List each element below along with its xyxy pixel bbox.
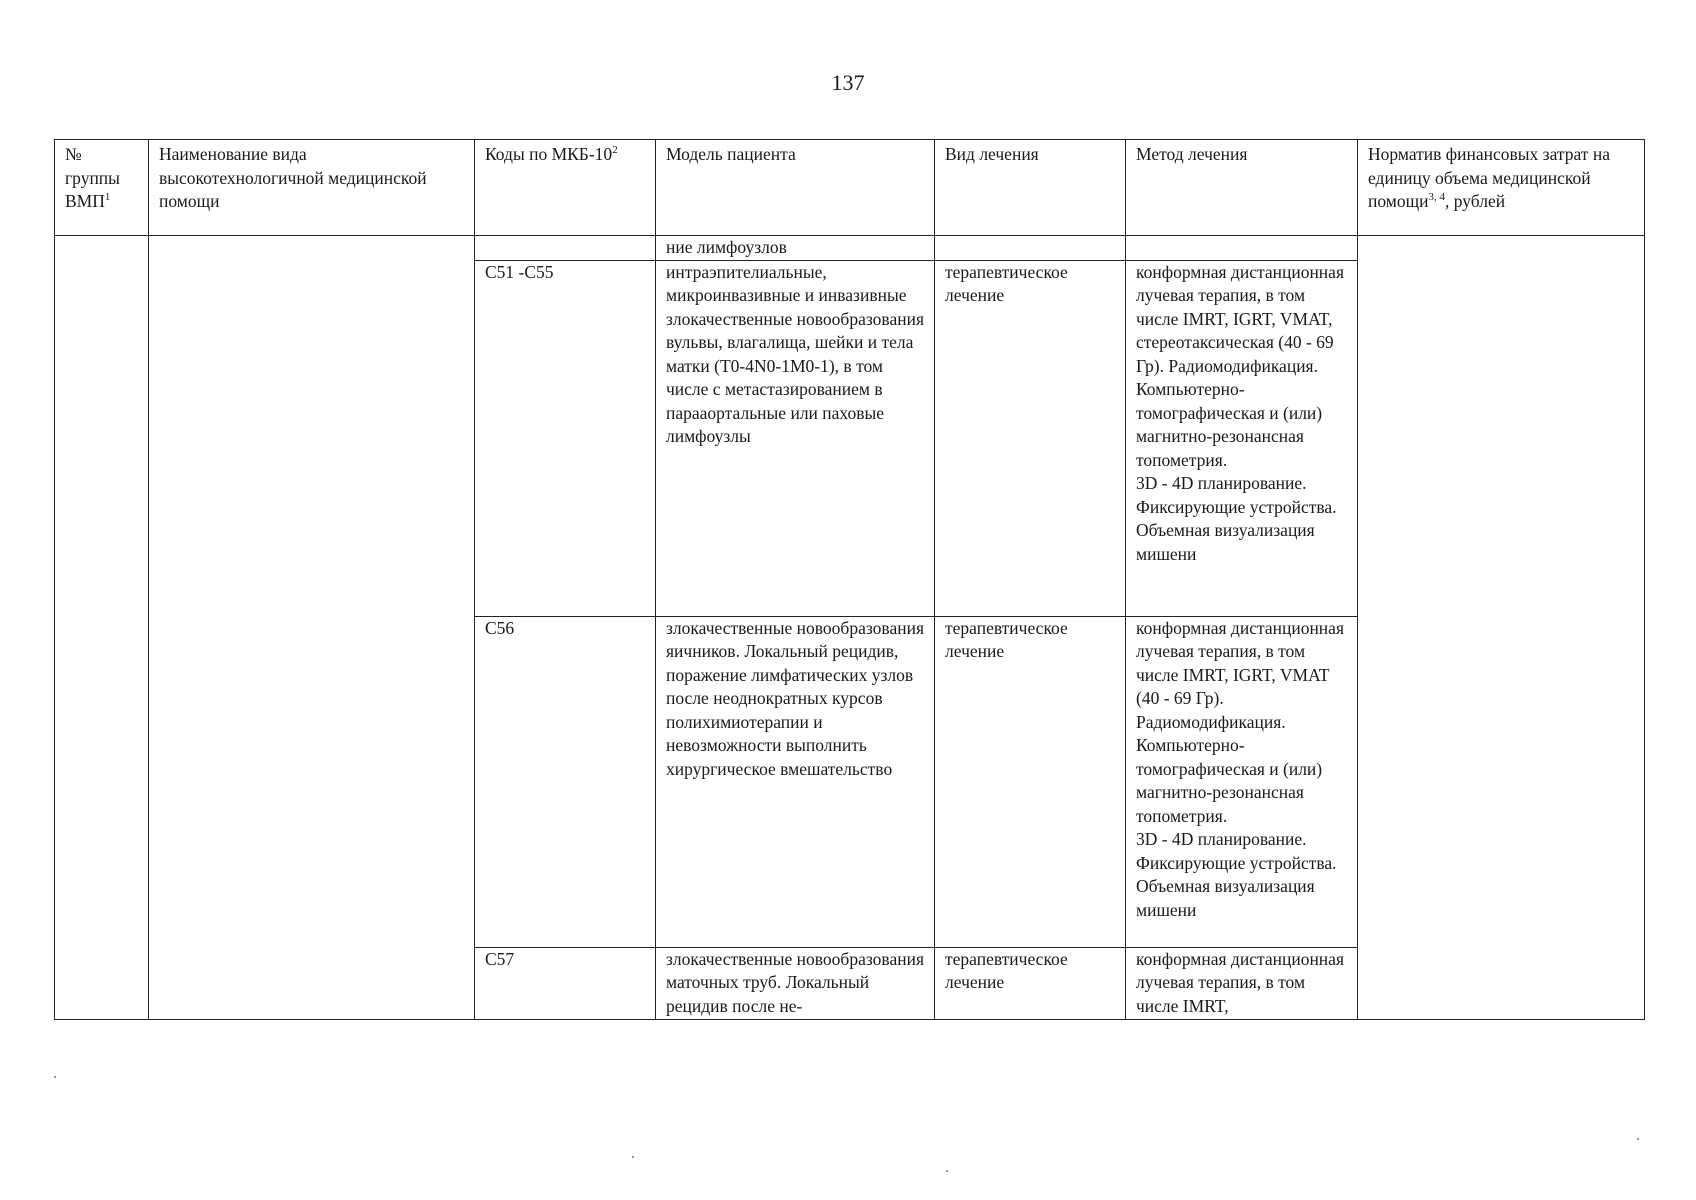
method-cell: конформная дистанционная лучевая терапия, в том числе IMRT, IGRT, VMAT (40 - 69 Гр). Радиомодификация. Компьютерно-томографическая и (или) магнитно-резонансная топометрия. 3D - 4D планирование. Фиксирующие устройства. Объемная визуализация мишени — [1126, 616, 1358, 947]
header-row — [55, 140, 1645, 236]
model-cell: злокачественные новообразования яичников. Локальный рецидив, поражение лимфатических узлов после неоднократных курсов полихимиотерапии и невозможности выполнить хирургическое вмешательство — [656, 616, 935, 947]
codes-cell: C51 -C55 — [475, 260, 656, 616]
method-cell — [1126, 236, 1358, 261]
header-treatment-type: Вид лечения — [935, 140, 1126, 236]
header-group-no: № группы ВМП$^1$ — [55, 140, 149, 236]
header-vmp-name: Наименование вида высокотехнологичной медицинской помощи — [149, 140, 475, 236]
scan-speck — [54, 1076, 56, 1078]
scan-speck — [632, 1156, 634, 1158]
group-no-cell — [55, 236, 149, 1020]
footnote-mark: 2 — [612, 144, 618, 157]
model-cell: злокачественные новообразования маточных труб. Локальный рецидив после не- — [656, 947, 935, 1019]
scan-speck — [946, 1170, 948, 1172]
type-cell: терапевтическое лечение — [935, 260, 1126, 616]
footnote-mark: 3, 4 — [1428, 191, 1445, 204]
header-patient-model: Модель пациента — [656, 140, 935, 236]
model-cell: интраэпителиальные, микроинвазивные и инвазивные злокачественные новообразования вульвы, влагалища, шейки и тела матки (T0-4N0-1M0-1), в том числе с метастазированием в парааортальные или паховые лимфоузлы — [656, 260, 935, 616]
page-number: 137 — [831, 70, 865, 95]
method-cell: конформная дистанционная лучевая терапия, в том числе IMRT, IGRT, VMAT, стереотаксическая (40 - 69 Гр). Радиомодификация. Компьютерно-томографическая и (или) магнитно-резонансная топометрия. 3D - 4D планирование. Фиксирующие устройства. Объемная визуализация мишени — [1126, 260, 1358, 616]
codes-cell — [475, 236, 656, 261]
footnote-mark: 1 — [104, 191, 111, 204]
header-treatment-method: Метод лечения — [1126, 140, 1358, 236]
type-cell — [935, 236, 1126, 261]
type-cell: терапевтическое лечение — [935, 947, 1126, 1019]
type-cell: терапевтическое лечение — [935, 616, 1126, 947]
continuation-row — [55, 236, 1645, 261]
vmp-table — [54, 139, 1645, 1020]
codes-cell: C56 — [475, 616, 656, 947]
scan-speck — [1637, 1138, 1639, 1140]
header-cost-norm: Норматив финансовых затрат на единицу объема медицинской помощи$^{3, 4}$, рублей — [1358, 140, 1645, 236]
cost-norm-cell — [1358, 236, 1645, 1020]
vmp-name-cell — [149, 236, 475, 1020]
header-icd-codes: Коды по МКБ-$10^2$ — [475, 140, 656, 236]
codes-cell: C57 — [475, 947, 656, 1019]
model-cell: ние лимфоузлов — [656, 236, 935, 261]
method-cell: конформная дистанционная лучевая терапия, в том числе IMRT, — [1126, 947, 1358, 1019]
